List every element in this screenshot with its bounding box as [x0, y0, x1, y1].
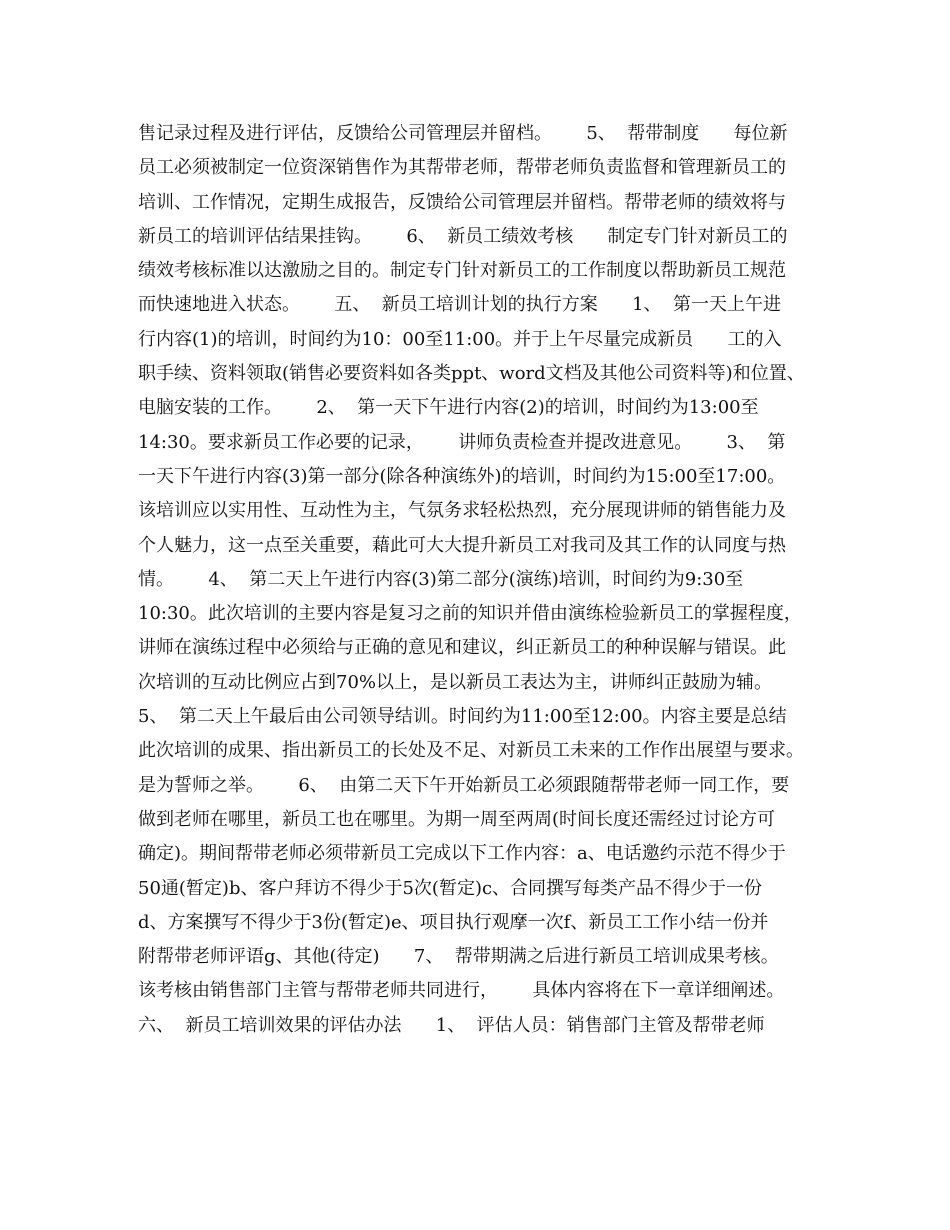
text-line: 讲师在演练过程中必须给与正确的意见和建议，纠正新员工的种种误解与错误。此	[138, 637, 786, 659]
text-line: 六、 新员工培训效果的评估办法 1、 评估人员：销售部门主管及帮带老师	[138, 1014, 765, 1036]
text-line: 此次培训的成果、指出新员工的长处及不足、对新员工未来的工作作出展望与要求。	[138, 740, 804, 762]
text-line: 行内容(1)的培训，时间约为10：00至11:00。并于上午尽量完成新员 工的入	[138, 328, 782, 350]
text-line: 绩效考核标准以达激励之目的。制定专门针对新员工的工作制度以帮助新员工规范	[138, 260, 786, 282]
text-line: 5、 第二天上午最后由公司领导结训。时间约为11:00至12:00。内容主要是总结	[138, 706, 787, 728]
text-line: 做到老师在哪里，新员工也在哪里。为期一周至两周(时间长度还需经过讨论方可	[138, 808, 776, 830]
text-line: 确定)。期间帮带老师必须带新员工完成以下工作内容：a、电话邀约示范不得少于	[138, 843, 786, 865]
body-text	[138, 117, 828, 1043]
text-line: 次培训的互动比例应占到70%以上，是以新员工表达为主，讲师纠正鼓励为辅。	[138, 671, 773, 693]
text-line: 而快速地进入状态。 五、 新员工培训计划的执行方案 1、 第一天上午进	[138, 294, 781, 316]
text-line: 50通(暂定)b、客户拜访不得少于5次(暂定)c、合同撰写每类产品不得少于一份	[138, 877, 763, 899]
text-line: 14:30。要求新员工作必要的记录， 讲师负责检查并提改进意见。 3、 第	[138, 431, 786, 453]
text-line: d、方案撰写不得少于3份(暂定)e、项目执行观摩一次f、新员工工作小结一份并	[138, 911, 769, 933]
text-line: 新员工的培训评估结果挂钩。 6、 新员工绩效考核 制定专门针对新员工的	[138, 225, 788, 247]
text-line: 是为誓师之举。 6、 由第二天下午开始新员工必须跟随帮带老师一同工作，要	[138, 774, 790, 796]
text-line: 个人魅力，这一点至关重要，藉此可大大提升新员工对我司及其工作的认同度与热	[138, 534, 786, 556]
text-line: 附帮带老师评语g、其他(待定) 7、 帮带期满之后进行新员工培训成果考核。	[138, 946, 779, 968]
text-line: 电脑安装的工作。 2、 第一天下午进行内容(2)的培训，时间约为13:00至	[138, 397, 759, 419]
text-line: 培训、工作情况，定期生成报告，反馈给公司管理层并留档。帮带老师的绩效将与	[138, 191, 786, 213]
text-line: 该考核由销售部门主管与帮带老师共同进行， 具体内容将在下一章详细阐述。	[138, 980, 785, 1002]
text-line: 10:30。此次培训的主要内容是复习之前的知识并借由演练检验新员工的掌握程度，	[138, 603, 802, 625]
text-line: 一天下午进行内容(3)第一部分(除各种演练外)的培训，时间约为15:00至17:00。	[138, 465, 786, 487]
text-line: 售记录过程及进行评估，反馈给公司管理层并留档。 5、 帮带制度 每位新	[138, 123, 788, 144]
text-line: 情。 4、 第二天上午进行内容(3)第二部分(演练)培训，时间约为9:30至	[138, 568, 744, 590]
text-line: 职手续、资料领取(销售必要资料如各类ppt、word文档及其他公司资料等)和位置、	[138, 363, 805, 385]
text-line: 该培训应以实用性、互动性为主，气氛务求轻松热烈，充分展现讲师的销售能力及	[138, 500, 786, 522]
text-line: 员工必须被制定一位资深销售作为其帮带老师，帮带老师负责监督和管理新员工的	[138, 157, 786, 179]
